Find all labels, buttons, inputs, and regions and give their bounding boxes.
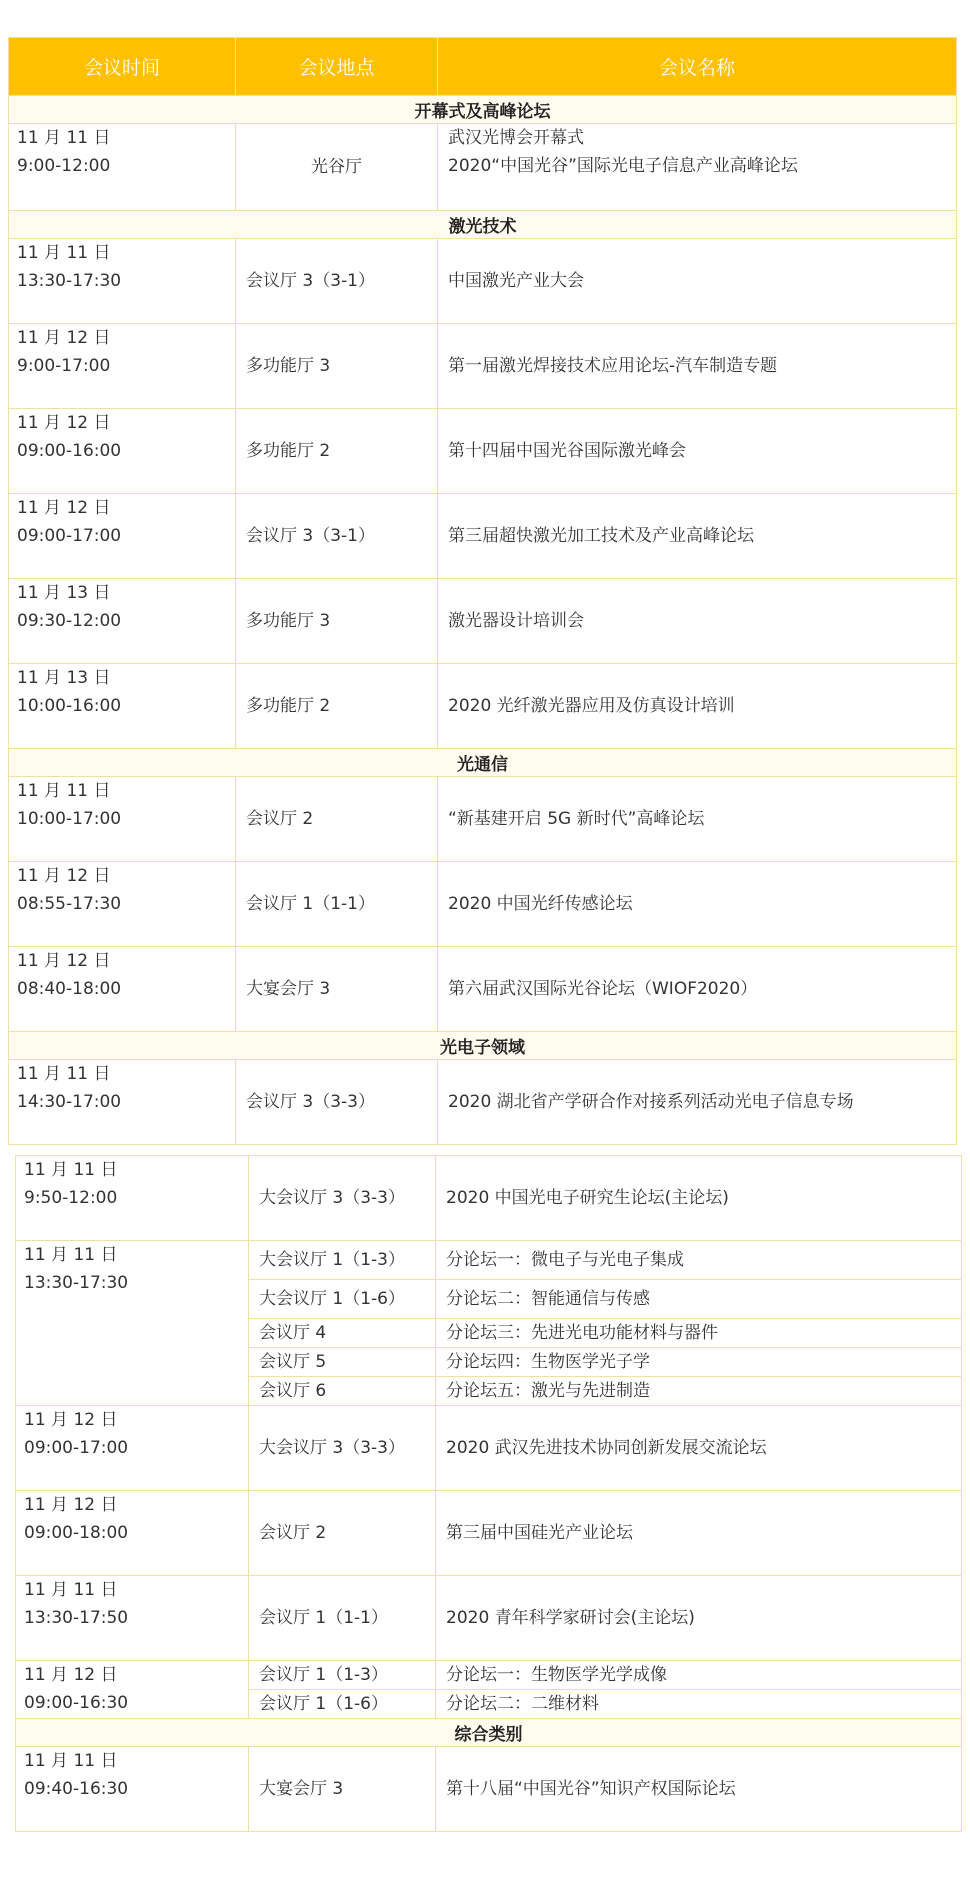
table-row: [9, 494, 957, 579]
time-cell: [9, 494, 236, 579]
name-cell: 分论坛一：生物医学光学成像: [436, 1661, 962, 1690]
date: 11 月 11 日: [24, 1580, 118, 1600]
date: 11 月 12 日: [17, 328, 111, 348]
section-row: [16, 1719, 962, 1747]
name-cell: 分论坛二：智能通信与传感: [436, 1280, 962, 1319]
section-row: [9, 749, 957, 777]
section-title-laser: 激光技术: [9, 211, 957, 239]
table-row: [16, 1241, 962, 1280]
table-row: [16, 1661, 962, 1690]
time-range: 09:40-16:30: [24, 1779, 129, 1799]
name-cell: 2020 湖北省产学研合作对接系列活动光电子信息专场: [438, 1060, 957, 1145]
place-cell: 会议厅 3（3-3）: [236, 1060, 438, 1145]
date: 11 月 11 日: [24, 1751, 118, 1771]
date: 11 月 12 日: [17, 413, 111, 433]
time-range: 13:30-17:30: [24, 1273, 129, 1293]
date: 11 月 12 日: [24, 1665, 118, 1685]
name-cell: 分论坛二：二维材料: [436, 1690, 962, 1719]
date: 11 月 11 日: [17, 243, 111, 263]
table-row: [16, 1406, 962, 1491]
name-cell: 激光器设计培训会: [438, 579, 957, 664]
time-range: 13:30-17:30: [17, 271, 122, 291]
place-cell: 会议厅 1（1-3）: [249, 1661, 436, 1690]
name-cell: 2020 青年科学家研讨会(主论坛): [436, 1576, 962, 1661]
time-range: 10:00-16:00: [17, 696, 122, 716]
time-cell: [9, 1060, 236, 1145]
time-cell: [9, 409, 236, 494]
header-time: 会议时间: [9, 38, 236, 96]
date: 11 月 11 日: [17, 128, 111, 148]
date: 11 月 11 日: [24, 1160, 118, 1180]
name-cell: [438, 124, 957, 211]
time-cell: [9, 777, 236, 862]
time-range: 09:00-18:00: [24, 1523, 129, 1543]
event-name: 2020“中国光谷”国际光电子信息产业高峰论坛: [448, 156, 798, 176]
place-cell: 会议厅 1（1-1）: [236, 862, 438, 947]
place-cell: 大宴会厅 3: [236, 947, 438, 1032]
place-cell: 光谷厅: [236, 124, 438, 211]
time-range: 09:00-16:00: [17, 441, 122, 461]
date: 11 月 11 日: [17, 1064, 111, 1084]
place-cell: 多功能厅 2: [236, 664, 438, 749]
time-cell: [9, 664, 236, 749]
name-cell: 第三届中国硅光产业论坛: [436, 1491, 962, 1576]
time-range: 08:55-17:30: [17, 894, 122, 914]
name-cell: 中国激光产业大会: [438, 239, 957, 324]
time-range: 9:50-12:00: [24, 1188, 118, 1208]
table-row: [16, 1747, 962, 1832]
date: 11 月 13 日: [17, 668, 111, 688]
section-title-optical-comm: 光通信: [9, 749, 957, 777]
place-cell: 多功能厅 2: [236, 409, 438, 494]
place-cell: 会议厅 5: [249, 1348, 436, 1377]
table-row: [9, 239, 957, 324]
time-cell: [9, 579, 236, 664]
time-cell: [9, 124, 236, 211]
name-cell: 第十四届中国光谷国际激光峰会: [438, 409, 957, 494]
place-cell: 大会议厅 1（1-6）: [249, 1280, 436, 1319]
date: 11 月 13 日: [17, 583, 111, 603]
place-cell: 多功能厅 3: [236, 324, 438, 409]
table-row: [9, 579, 957, 664]
time-range: 14:30-17:00: [17, 1092, 122, 1112]
place-cell: 会议厅 1（1-1）: [249, 1576, 436, 1661]
table-row: [9, 862, 957, 947]
event-name: 武汉光博会开幕式: [448, 128, 584, 148]
place-cell: 会议厅 1（1-6）: [249, 1690, 436, 1719]
schedule-table-part-2: [15, 1155, 962, 1832]
name-cell: 分论坛三：先进光电功能材料与器件: [436, 1319, 962, 1348]
date: 11 月 11 日: [24, 1245, 118, 1265]
place-cell: 会议厅 2: [249, 1491, 436, 1576]
time-range: 9:00-12:00: [17, 156, 111, 176]
time-range: 10:00-17:00: [17, 809, 122, 829]
name-cell: 第一届激光焊接技术应用论坛-汽车制造专题: [438, 324, 957, 409]
name-cell: 2020 中国光电子研究生论坛(主论坛): [436, 1156, 962, 1241]
table-row: [9, 947, 957, 1032]
date: 11 月 12 日: [17, 498, 111, 518]
section-title-optoelectronics: 光电子领域: [9, 1032, 957, 1060]
time-cell: [16, 1406, 249, 1491]
table-row: [16, 1491, 962, 1576]
name-cell: 分论坛四：生物医学光子学: [436, 1348, 962, 1377]
time-range: 09:00-17:00: [17, 526, 122, 546]
section-row: [9, 96, 957, 124]
place-cell: 会议厅 2: [236, 777, 438, 862]
time-cell: [9, 324, 236, 409]
time-cell: [9, 862, 236, 947]
name-cell: 第十八届“中国光谷”知识产权国际论坛: [436, 1747, 962, 1832]
place-cell: 会议厅 3（3-1）: [236, 494, 438, 579]
time-range: 08:40-18:00: [17, 979, 122, 999]
section-title-opening: 开幕式及高峰论坛: [9, 96, 957, 124]
time-cell: [16, 1576, 249, 1661]
time-range: 09:00-17:00: [24, 1438, 129, 1458]
time-cell: [9, 947, 236, 1032]
schedule-table-part-1: [8, 37, 957, 1145]
time-cell: [16, 1747, 249, 1832]
name-cell: 分论坛一：微电子与光电子集成: [436, 1241, 962, 1280]
time-range: 09:00-16:30: [24, 1693, 129, 1713]
table-row: [9, 664, 957, 749]
time-cell: [16, 1156, 249, 1241]
time-cell: [16, 1491, 249, 1576]
time-range: 13:30-17:50: [24, 1608, 129, 1628]
place-cell: 会议厅 6: [249, 1377, 436, 1406]
table-row: [9, 1060, 957, 1145]
place-cell: 大会议厅 3（3-3）: [249, 1406, 436, 1491]
section-row: [9, 1032, 957, 1060]
place-cell: 会议厅 4: [249, 1319, 436, 1348]
date: 11 月 12 日: [24, 1495, 118, 1515]
place-cell: 大会议厅 1（1-3）: [249, 1241, 436, 1280]
table-row: [16, 1156, 962, 1241]
time-range: 9:00-17:00: [17, 356, 111, 376]
date: 11 月 12 日: [17, 866, 111, 886]
date: 11 月 12 日: [24, 1410, 118, 1430]
header-row: [9, 38, 957, 96]
place-cell: 多功能厅 3: [236, 579, 438, 664]
name-cell: 2020 光纤激光器应用及仿真设计培训: [438, 664, 957, 749]
place-cell: 会议厅 3（3-1）: [236, 239, 438, 324]
table-row: [9, 124, 957, 211]
table-row: [9, 777, 957, 862]
name-cell: 分论坛五：激光与先进制造: [436, 1377, 962, 1406]
name-cell: 第六届武汉国际光谷论坛（WIOF2020）: [438, 947, 957, 1032]
section-title-general: 综合类别: [16, 1719, 962, 1747]
header-place: 会议地点: [236, 38, 438, 96]
header-name: 会议名称: [438, 38, 957, 96]
time-cell: [16, 1241, 249, 1406]
table-row: [9, 324, 957, 409]
place-cell: 大会议厅 3（3-3）: [249, 1156, 436, 1241]
date: 11 月 12 日: [17, 951, 111, 971]
place-cell: 大宴会厅 3: [249, 1747, 436, 1832]
name-cell: “新基建开启 5G 新时代”高峰论坛: [438, 777, 957, 862]
date: 11 月 11 日: [17, 781, 111, 801]
name-cell: 2020 武汉先进技术协同创新发展交流论坛: [436, 1406, 962, 1491]
table-row: [9, 409, 957, 494]
table-row: [16, 1576, 962, 1661]
time-cell: [16, 1661, 249, 1719]
time-range: 09:30-12:00: [17, 611, 122, 631]
name-cell: 2020 中国光纤传感论坛: [438, 862, 957, 947]
section-row: [9, 211, 957, 239]
time-cell: [9, 239, 236, 324]
name-cell: 第三届超快激光加工技术及产业高峰论坛: [438, 494, 957, 579]
